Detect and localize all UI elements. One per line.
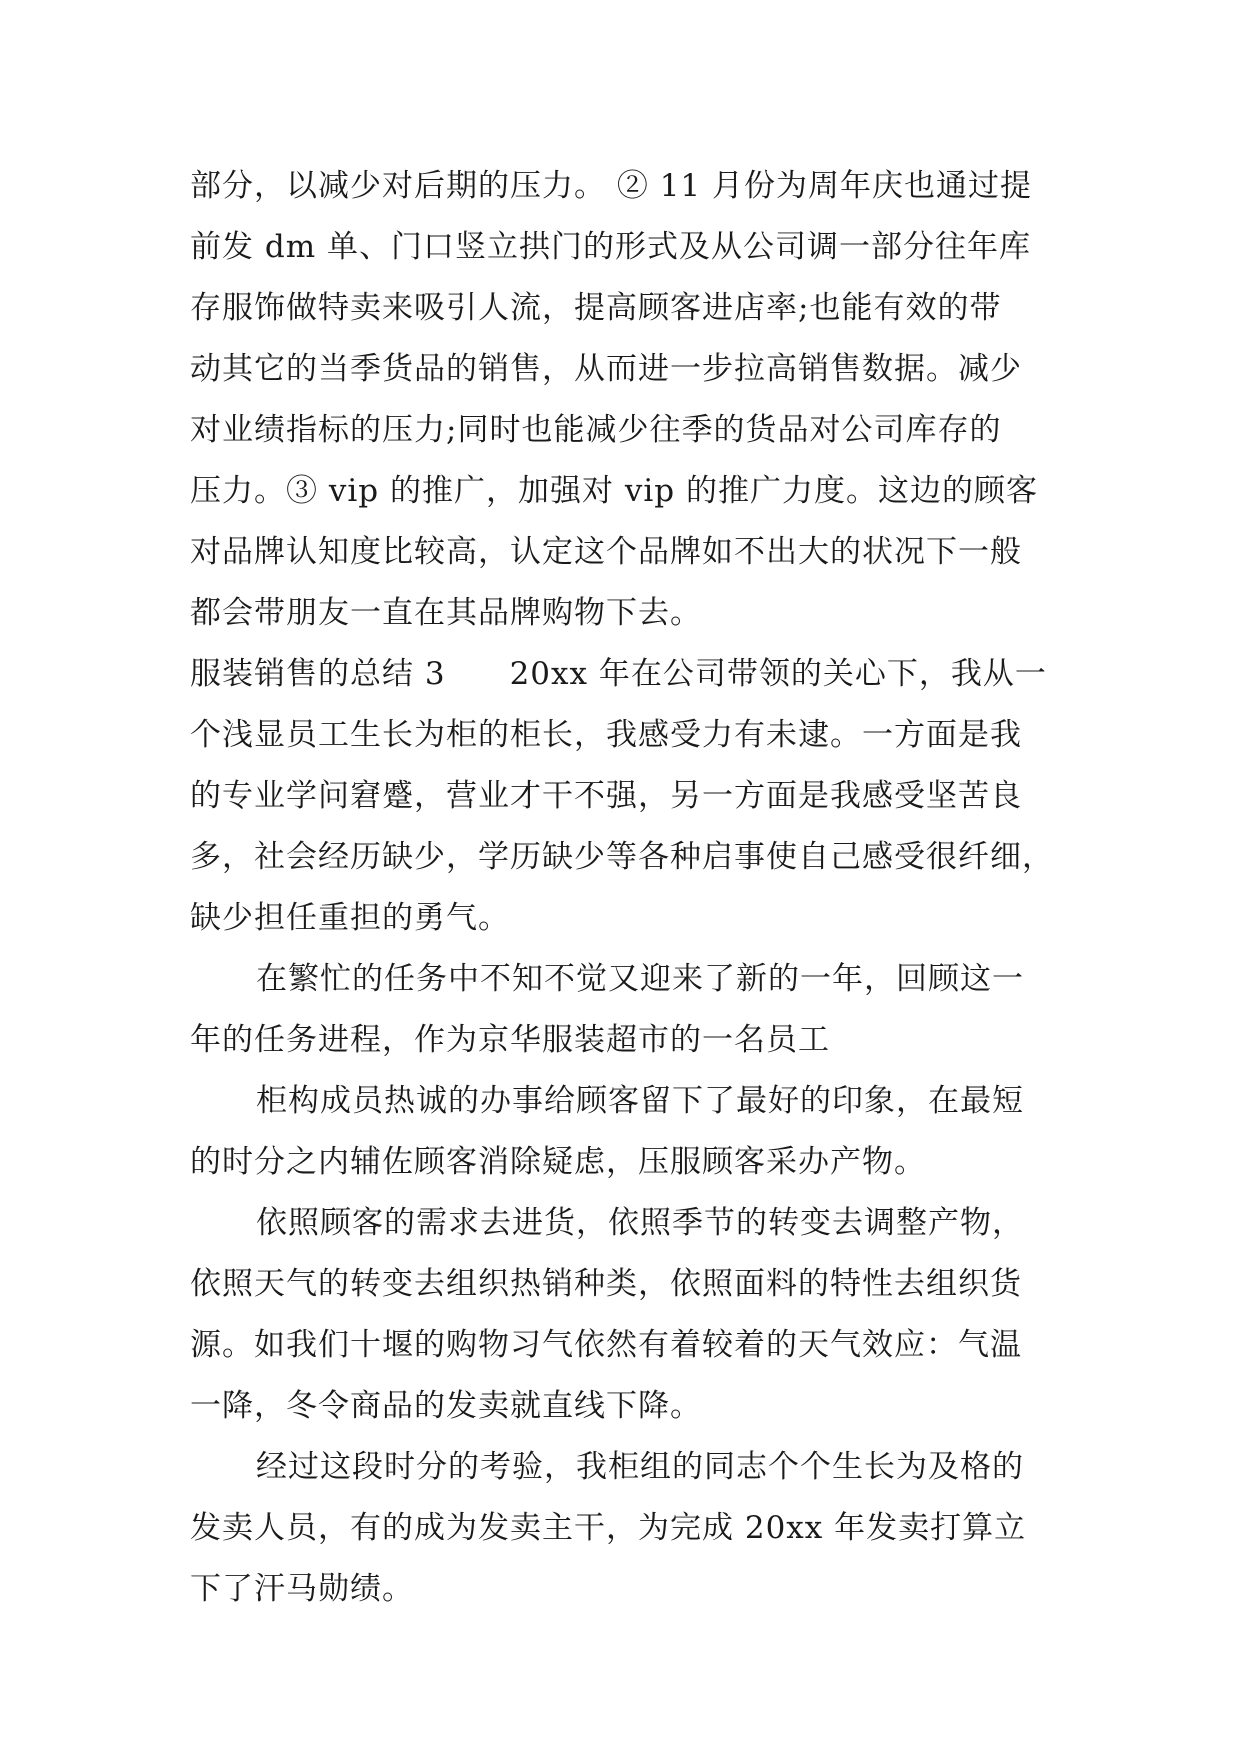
text-line: 存服饰做特卖来吸引人流，提高顾客进店率;也能有效的带 bbox=[190, 290, 1002, 326]
text-line: 源。如我们十堰的购物习气依然有着较着的天气效应：气温 bbox=[190, 1327, 1022, 1363]
document-body bbox=[190, 156, 1060, 1620]
text-line: 发卖人员，有的成为发卖主干，为完成 20xx 年发卖打算立 bbox=[190, 1510, 1027, 1546]
text-line: 依照天气的转变去组织热销种类，依照面料的特性去组织货 bbox=[190, 1266, 1022, 1302]
text-line: 个浅显员工生长为柜的柜长，我感受力有未逮。一方面是我 bbox=[190, 717, 1022, 753]
text-line: 下了汗马勋绩。 bbox=[190, 1571, 414, 1607]
paragraph-first-line: 经过这段时分的考验，我柜组的同志个个生长为及格的 bbox=[256, 1449, 1024, 1485]
section-heading-line: 服装销售的总结 3 20xx 年在公司带领的关心下，我从一 bbox=[190, 656, 1047, 692]
text-line: 缺少担任重担的勇气。 bbox=[190, 900, 510, 936]
text-line: 的专业学问窘蹙，营业才干不强，另一方面是我感受坚苦良 bbox=[190, 778, 1022, 814]
text-line: 对业绩指标的压力;同时也能减少往季的货品对公司库存的 bbox=[190, 412, 1002, 448]
text-line: 压力。③ vip 的推广，加强对 vip 的推广力度。这边的顾客 bbox=[190, 473, 1038, 509]
text-line: 动其它的当季货品的销售，从而进一步拉高销售数据。减少 bbox=[190, 351, 1022, 387]
text-line: 多，社会经历缺少，学历缺少等各种启事使自己感受很纤细， bbox=[190, 839, 1054, 875]
text-line: 年的任务进程，作为京华服装超市的一名员工 bbox=[190, 1022, 830, 1058]
text-line: 对品牌认知度比较高，认定这个品牌如不出大的状况下一般 bbox=[190, 534, 1022, 570]
paragraph-first-line: 依照顾客的需求去进货，依照季节的转变去调整产物， bbox=[256, 1205, 1024, 1241]
paragraph-first-line: 柜构成员热诚的办事给顾客留下了最好的印象，在最短 bbox=[256, 1083, 1024, 1119]
text-line: 一降，冬令商品的发卖就直线下降。 bbox=[190, 1388, 702, 1424]
text-line: 部分，以减少对后期的压力。 ② 11 月份为周年庆也通过提 bbox=[190, 168, 1033, 204]
text-line: 的时分之内辅佐顾客消除疑虑，压服顾客采办产物。 bbox=[190, 1144, 926, 1180]
paragraph-first-line: 在繁忙的任务中不知不觉又迎来了新的一年，回顾这一 bbox=[256, 961, 1024, 997]
text-line: 都会带朋友一直在其品牌购物下去。 bbox=[190, 595, 702, 631]
text-line: 前发 dm 单、门口竖立拱门的形式及从公司调一部分往年库 bbox=[190, 229, 1031, 265]
